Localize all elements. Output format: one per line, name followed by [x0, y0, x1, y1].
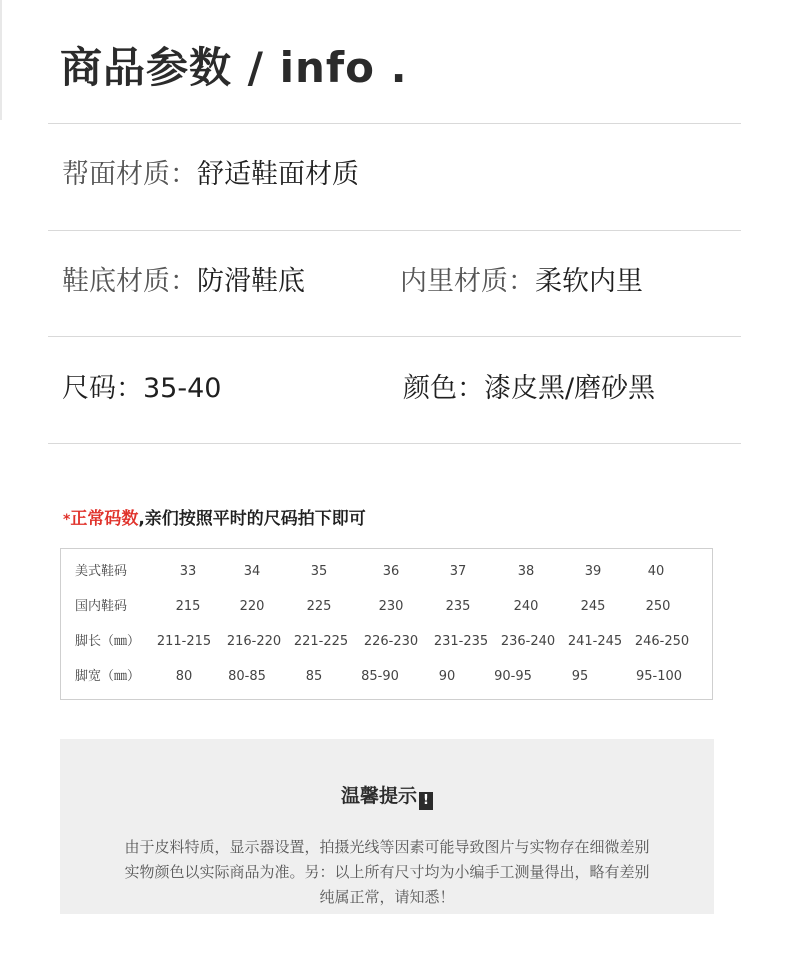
- table-cell: 211-215: [156, 634, 212, 649]
- color-label: 颜色：: [403, 373, 484, 404]
- row-label: 国内鞋码: [75, 599, 128, 614]
- color-value: 漆皮黑/磨砂黑: [484, 373, 656, 404]
- size-range-label: 尺码：: [62, 373, 143, 404]
- table-cell: 240: [513, 599, 539, 614]
- table-cell: 220: [239, 599, 265, 614]
- table-cell: 80: [175, 669, 193, 684]
- table-cell: 236-240: [500, 634, 556, 649]
- table-cell: 80-85: [228, 669, 266, 684]
- table-cell: 95: [571, 669, 589, 684]
- divider: [48, 443, 741, 444]
- table-cell: 235: [445, 599, 471, 614]
- size-note-highlight: 正常码数: [70, 509, 139, 529]
- sole-material-label: 鞋底材质：: [62, 266, 197, 297]
- table-cell: 34: [243, 564, 261, 579]
- table-cell: 226-230: [363, 634, 419, 649]
- exclamation-icon: !: [419, 792, 433, 810]
- table-cell: 35: [310, 564, 328, 579]
- table-cell: 246-250: [634, 634, 690, 649]
- table-row: [61, 667, 712, 687]
- page-edge-line: [0, 0, 2, 120]
- color-options: [403, 371, 655, 407]
- table-cell: 36: [382, 564, 400, 579]
- table-row: [61, 562, 712, 582]
- table-row: [61, 632, 712, 652]
- row-label: 美式鞋码: [75, 564, 128, 579]
- table-cell: 38: [517, 564, 535, 579]
- notice-box: [60, 739, 714, 914]
- divider: [48, 123, 741, 124]
- table-cell: 241-245: [567, 634, 623, 649]
- size-note: [63, 507, 366, 532]
- upper-material-label: 帮面材质：: [62, 159, 197, 190]
- table-cell: 250: [645, 599, 671, 614]
- table-cell: 85: [305, 669, 323, 684]
- table-cell: 215: [175, 599, 201, 614]
- row-label: 脚宽（㎜）: [75, 669, 141, 684]
- size-range-value: 35-40: [143, 373, 222, 404]
- page-title: 商品参数 / info .: [60, 43, 408, 92]
- table-row: [61, 597, 712, 617]
- table-cell: 37: [449, 564, 467, 579]
- divider: [48, 336, 741, 337]
- table-cell: 90-95: [494, 669, 532, 684]
- sole-material-value: 防滑鞋底: [197, 266, 305, 297]
- table-cell: 216-220: [226, 634, 282, 649]
- row-label: 脚长（㎜）: [75, 634, 141, 649]
- divider: [48, 230, 741, 231]
- table-cell: 230: [378, 599, 404, 614]
- notice-title: [60, 783, 714, 810]
- size-note-text: ,亲们按照平时的尺码拍下即可: [138, 509, 366, 529]
- upper-material-value: 舒适鞋面材质: [197, 159, 359, 190]
- upper-material: [62, 157, 359, 193]
- lining-material-label: 内里材质：: [400, 266, 535, 297]
- table-cell: 221-225: [293, 634, 349, 649]
- notice-line: 实物颜色以实际商品为准。另：以上所有尺寸均为小编手工测量得出，略有差别: [124, 863, 650, 881]
- asterisk: *: [63, 512, 71, 528]
- size-chart-table: [60, 548, 713, 700]
- table-cell: 231-235: [433, 634, 489, 649]
- table-cell: 33: [179, 564, 197, 579]
- table-cell: 95-100: [635, 669, 683, 684]
- sole-material: [62, 264, 305, 300]
- table-cell: 225: [306, 599, 332, 614]
- notice-line: 纯属正常，请知悉！: [319, 888, 455, 906]
- notice-title-text: 温馨提示: [340, 785, 417, 807]
- table-cell: 39: [584, 564, 602, 579]
- lining-material-value: 柔软内里: [535, 266, 643, 297]
- notice-line: 由于皮料特质，显示器设置，拍摄光线等因素可能导致图片与实物存在细微差别: [124, 838, 650, 856]
- table-cell: 85-90: [361, 669, 399, 684]
- table-cell: 90: [438, 669, 456, 684]
- lining-material: [400, 264, 643, 300]
- size-range: [62, 371, 221, 407]
- table-cell: 40: [647, 564, 665, 579]
- table-cell: 245: [580, 599, 606, 614]
